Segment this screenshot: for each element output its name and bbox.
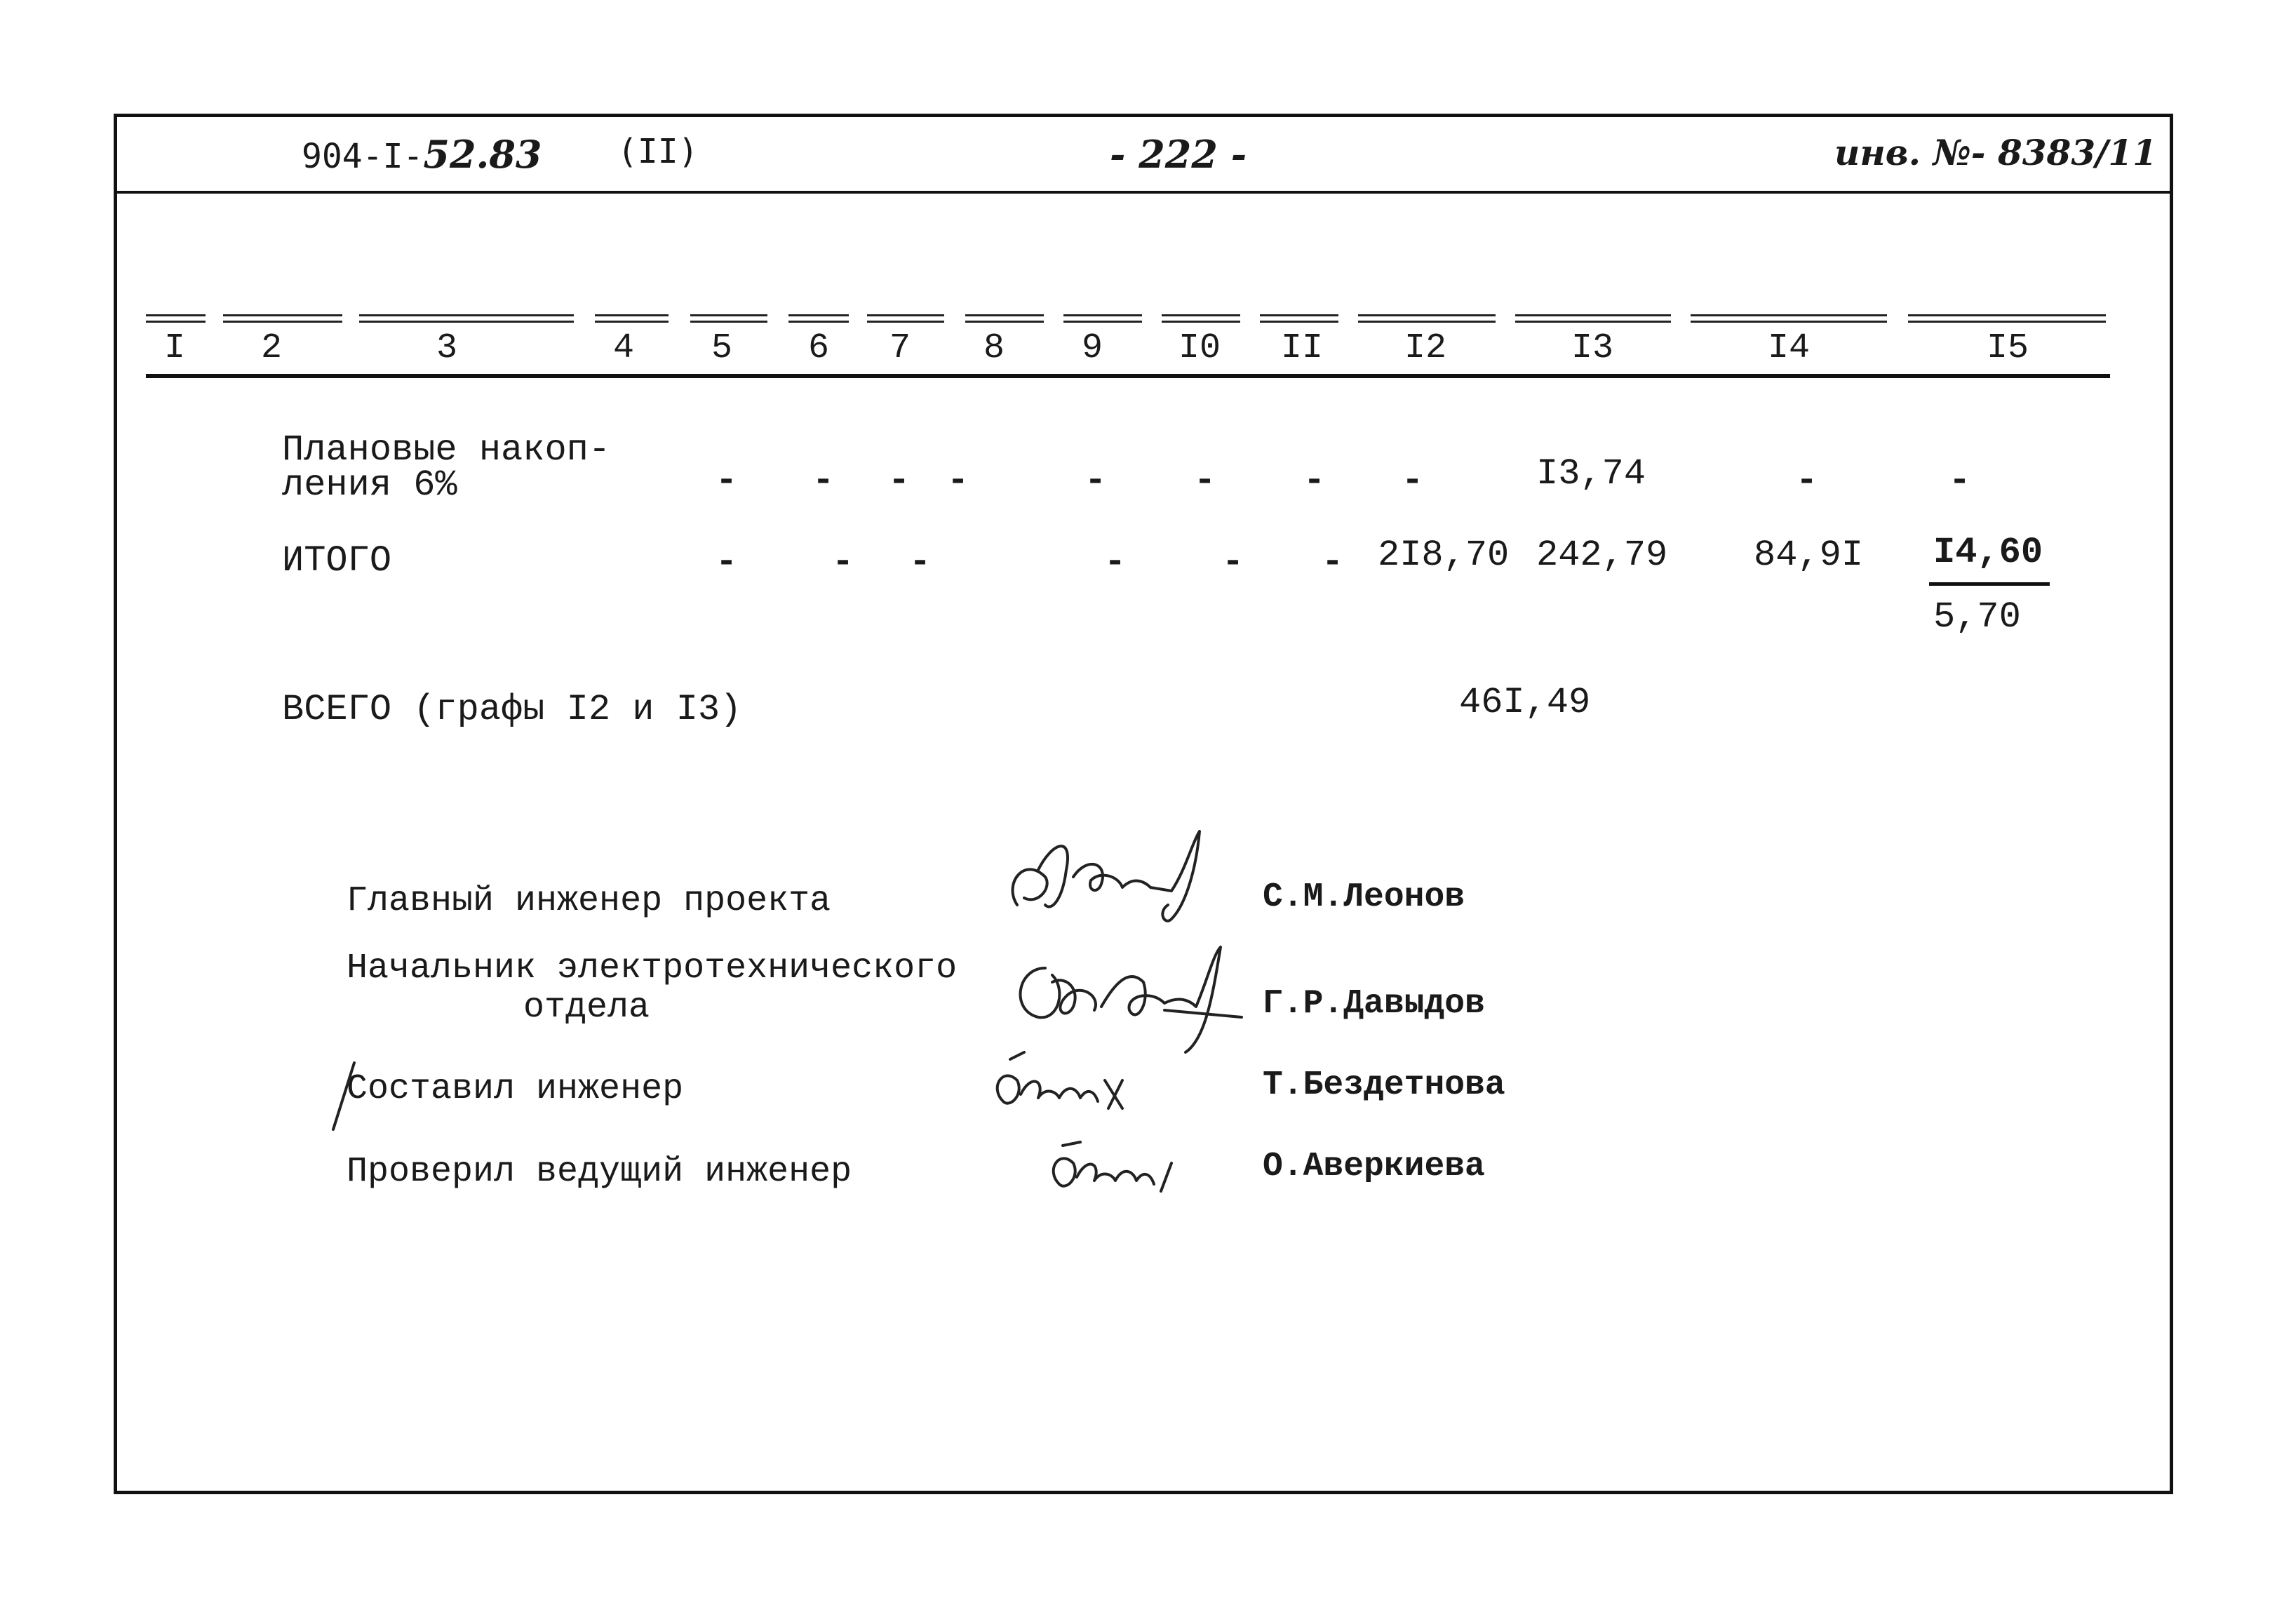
column-header: I3 [1571, 328, 1614, 368]
signature-role-head-line2: отдела [523, 988, 650, 1028]
dash-cell: - [947, 460, 969, 502]
signature-name-chief-engineer: С.М.Леонов [1263, 878, 1465, 916]
dash-cell: - [716, 542, 738, 583]
header-divider [114, 191, 2173, 194]
fraction-bar [1929, 582, 2050, 586]
handwritten-signature [996, 828, 1235, 933]
column-rule [223, 314, 342, 323]
dash-cell: - [1194, 460, 1216, 502]
signature-role-head-line1: Начальник электротехнического [347, 948, 958, 988]
total-col15-value: I4,60 [1933, 532, 2043, 573]
column-rule [690, 314, 767, 323]
column-header: 9 [1082, 328, 1103, 368]
column-rule [1691, 314, 1887, 323]
header-bottom-rule [146, 374, 2110, 378]
column-header: 4 [613, 328, 635, 368]
signature-role-checker: Проверил ведущий инженер [347, 1152, 852, 1192]
column-rule [146, 314, 206, 323]
total-col15-subvalue: 5,70 [1933, 596, 2021, 638]
column-header: 3 [436, 328, 458, 368]
dash-cell: - [716, 460, 738, 502]
dash-cell: - [1402, 460, 1424, 502]
column-rule [359, 314, 574, 323]
grand-total-label: ВСЕГО (графы I2 и I3) [282, 689, 742, 730]
column-rule [1908, 314, 2106, 323]
column-header: 6 [808, 328, 830, 368]
column-header: II [1281, 328, 1324, 368]
dash-cell: - [1084, 460, 1107, 502]
volume-number: (II) [617, 132, 699, 171]
planned-col13-value: I3,74 [1536, 453, 1646, 495]
column-rule [1260, 314, 1338, 323]
column-header: 7 [889, 328, 911, 368]
signature-name-checker: О.Аверкиева [1263, 1148, 1485, 1186]
column-rule [595, 314, 669, 323]
dash-cell: - [1322, 542, 1344, 583]
dash-cell: - [1222, 542, 1244, 583]
total-col13-value: 242,79 [1536, 535, 1668, 576]
document-code-printed: 904-I- [302, 137, 424, 176]
column-header: I0 [1178, 328, 1221, 368]
dash-cell: - [812, 460, 835, 502]
column-header: 2 [261, 328, 283, 368]
total-col12-value: 2I8,70 [1378, 535, 1510, 576]
column-header: I4 [1768, 328, 1811, 368]
dash-cell: - [1796, 460, 1818, 502]
column-rule [788, 314, 849, 323]
dash-cell: - [888, 460, 911, 502]
column-header: 5 [711, 328, 733, 368]
column-rule [1162, 314, 1240, 323]
row-label-total: ИТОГО [282, 540, 392, 582]
column-header: 8 [983, 328, 1005, 368]
handwritten-slash-mark [323, 1059, 365, 1136]
signature-role-compiler: Составил инженер [347, 1069, 684, 1109]
grand-total-value: 46I,49 [1459, 682, 1591, 723]
row-label-planned-line1: Плановые накоп- [282, 429, 611, 471]
dash-cell: - [832, 542, 854, 583]
column-header: I [164, 328, 186, 368]
page-number: - 222 - [1110, 132, 1247, 177]
column-rule [1515, 314, 1671, 323]
column-header: I5 [1987, 328, 2029, 368]
column-rule [867, 314, 944, 323]
handwritten-signature [982, 1052, 1164, 1129]
signature-role-chief-engineer: Главный инженер проекта [347, 881, 831, 921]
document-code-handwritten: 52.83 [423, 132, 542, 177]
dash-cell: - [1949, 460, 1971, 502]
signature-name-head: Г.Р.Давыдов [1263, 985, 1485, 1023]
dash-cell: - [909, 542, 932, 583]
row-label-planned-line2: ления 6% [282, 464, 457, 506]
column-rule [1358, 314, 1496, 323]
document-code [302, 132, 542, 177]
handwritten-signature [1038, 1142, 1193, 1205]
column-rule [1063, 314, 1142, 323]
inventory-number: инв. №- 8383/11 [1834, 132, 2157, 173]
dash-cell: - [1104, 542, 1127, 583]
signature-name-compiler: Т.Бездетнова [1263, 1066, 1505, 1104]
dash-cell: - [1303, 460, 1326, 502]
column-rule [965, 314, 1044, 323]
total-col14-value: 84,9I [1754, 535, 1864, 576]
column-header: I2 [1404, 328, 1447, 368]
handwritten-signature [1003, 940, 1256, 1059]
